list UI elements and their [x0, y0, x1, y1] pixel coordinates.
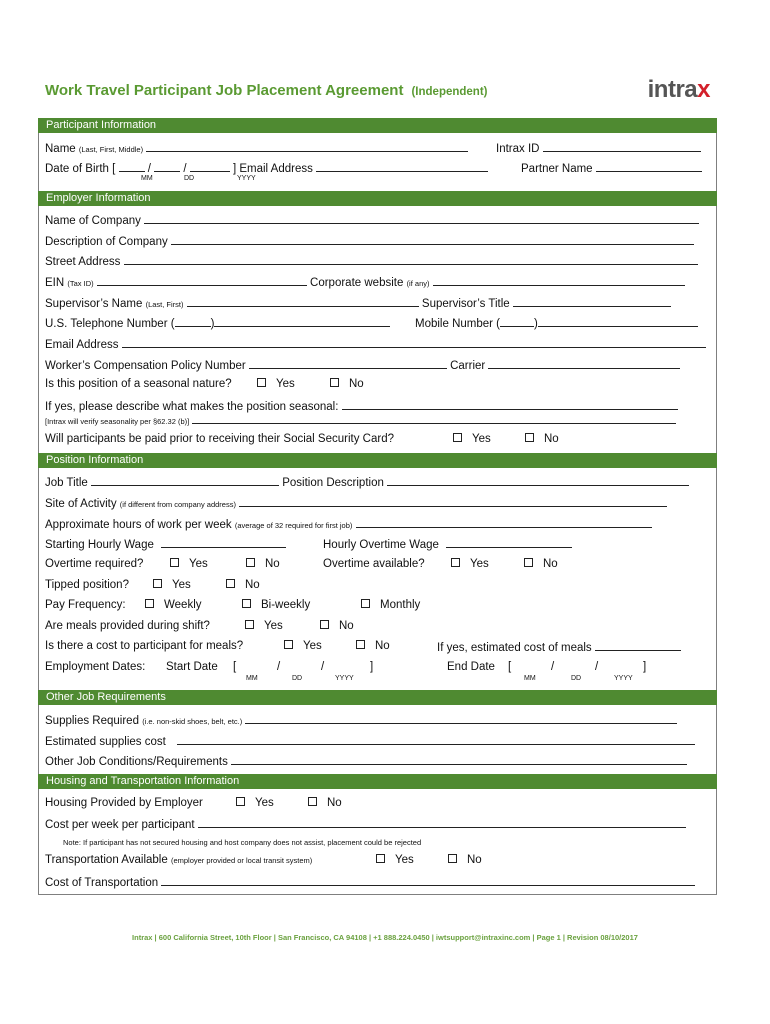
- mobile-row: [415, 315, 698, 331]
- tipped-no[interactable]: [226, 578, 260, 592]
- workers-comp-row: [45, 357, 680, 373]
- hours-row: [45, 516, 652, 533]
- supplies-cost-field[interactable]: [177, 733, 695, 745]
- transport-no-label: No: [467, 854, 482, 866]
- tipped-row: [45, 578, 129, 592]
- overtime-req-yes-checkbox[interactable]: [170, 558, 179, 567]
- tipped-yes-label: Yes: [172, 579, 191, 591]
- overtime-wage-label: Hourly Overtime Wage: [323, 539, 439, 551]
- site-field[interactable]: [239, 495, 667, 507]
- job-desc-label: Position Description: [282, 477, 384, 489]
- meal-cost-no[interactable]: [356, 639, 390, 653]
- seasonal-describe-field[interactable]: [342, 398, 678, 410]
- meals-label: Are meals provided during shift?: [45, 620, 210, 632]
- participant-name-row: [45, 140, 468, 157]
- pay-biweekly-checkbox[interactable]: [242, 599, 251, 608]
- seasonal-no-label: No: [349, 378, 364, 390]
- overtime-avail-no[interactable]: [524, 557, 558, 571]
- housing-provided-label: Housing Provided by Employer: [45, 797, 203, 809]
- overtime-wage-field[interactable]: [446, 536, 572, 548]
- transport-no-checkbox[interactable]: [448, 854, 457, 863]
- pay-weekly-label: Weekly: [164, 599, 202, 611]
- start-slash-1: /: [277, 661, 281, 673]
- ssn-question: Will participants be paid prior to receiving their Social Security Card?: [45, 433, 394, 445]
- pay-frequency-row: [45, 598, 126, 612]
- ssn-yes-checkbox[interactable]: [453, 433, 462, 442]
- overtime-req-no[interactable]: [246, 557, 280, 571]
- wage-field[interactable]: [161, 536, 286, 548]
- tipped-yes-checkbox[interactable]: [153, 579, 162, 588]
- mobile-close: ): [534, 318, 538, 330]
- dob-yyyy: YYYY: [237, 175, 256, 182]
- start-slash-2: /: [321, 661, 325, 673]
- company-desc-row: [45, 233, 694, 249]
- supplies-cost-row: [45, 733, 695, 749]
- overtime-avail-yes-label: Yes: [470, 558, 489, 570]
- company-desc-field[interactable]: [171, 233, 694, 245]
- carrier-field[interactable]: [488, 357, 680, 369]
- meals-yes-checkbox[interactable]: [245, 620, 254, 629]
- meals-yes[interactable]: [245, 619, 283, 633]
- street-row: [45, 253, 698, 269]
- dob-row: [45, 160, 488, 176]
- start-yyyy: YYYY: [335, 675, 354, 682]
- transport-yes[interactable]: [376, 853, 414, 867]
- ssn-no-label: No: [544, 433, 559, 445]
- supervisor-name-field[interactable]: [187, 295, 419, 307]
- overtime-avail-label: Overtime available?: [323, 558, 425, 570]
- transport-yes-checkbox[interactable]: [376, 854, 385, 863]
- seasonal-yes-checkbox[interactable]: [257, 378, 266, 387]
- job-title-label: Job Title: [45, 477, 88, 489]
- overtime-avail-no-checkbox[interactable]: [524, 558, 533, 567]
- seasonal-no[interactable]: [330, 377, 364, 391]
- start-mm: MM: [246, 675, 258, 682]
- end-open-bracket: [: [508, 661, 512, 673]
- housing-note-text: Note: If participant has not secured housing and host company does not assist, placement could be rejected: [63, 838, 422, 847]
- transport-yes-label: Yes: [395, 854, 414, 866]
- seasonal-yes[interactable]: [257, 377, 295, 391]
- housing-yes[interactable]: [236, 796, 274, 810]
- start-open-bracket: [: [233, 661, 237, 673]
- intrax-id-field[interactable]: [543, 140, 701, 152]
- end-date: [447, 660, 495, 674]
- workers-comp-label: Worker’s Compensation Policy Number: [45, 360, 246, 372]
- tipped-yes[interactable]: [153, 578, 191, 592]
- site-hint: (if different from company address): [119, 500, 236, 509]
- end-date-label: End Date: [447, 661, 495, 673]
- meal-cost-yes-label: Yes: [303, 640, 322, 652]
- dob-slash-1: /: [147, 163, 151, 175]
- job-title-field[interactable]: [91, 474, 279, 486]
- supervisor-hint: (Last, First): [145, 300, 184, 309]
- mobile-label: Mobile Number (: [415, 318, 500, 330]
- meal-cost-row: [45, 639, 243, 653]
- tipped-label: Tipped position?: [45, 579, 129, 591]
- meal-cost-est-row: [437, 639, 681, 655]
- ssn-no[interactable]: [525, 432, 559, 446]
- supplies-cost-label: Estimated supplies cost: [45, 736, 166, 748]
- transport-no[interactable]: [448, 853, 482, 867]
- phone-field[interactable]: [214, 315, 390, 327]
- ein-field[interactable]: [97, 274, 307, 286]
- ssn-no-checkbox[interactable]: [525, 433, 534, 442]
- ein-label: EIN: [45, 277, 65, 289]
- seasonal-describe-label: If yes, please describe what makes the position seasonal:: [45, 401, 339, 413]
- pay-monthly-label: Monthly: [380, 599, 421, 611]
- phone-close: ): [210, 318, 215, 330]
- participant-email-field[interactable]: [316, 160, 488, 172]
- section-housing: Housing and Transportation Information: [38, 774, 717, 789]
- meal-cost-no-label: No: [375, 640, 390, 652]
- mobile-field[interactable]: [538, 315, 698, 327]
- pay-biweekly-label: Bi-weekly: [261, 599, 311, 611]
- housing-provided-row: [45, 796, 203, 810]
- participant-email-label: Email Address: [239, 163, 313, 175]
- supplies-hint: (i.e. non-skid shoes, belt, etc.): [142, 717, 243, 726]
- start-date-label: Start Date: [166, 661, 218, 673]
- partner-row: [521, 160, 702, 176]
- tipped-no-label: No: [245, 579, 260, 591]
- ssn-row: [45, 432, 394, 446]
- meals-no-label: No: [339, 620, 354, 632]
- section-employer: Employer Information: [38, 191, 717, 206]
- housing-no[interactable]: [308, 796, 342, 810]
- intrax-logo: [648, 76, 710, 104]
- dob-month-field[interactable]: [119, 160, 145, 172]
- intrax-id-row: [496, 140, 701, 156]
- site-row: [45, 495, 667, 512]
- wage-row: [45, 536, 286, 552]
- overtime-req-yes-label: Yes: [189, 558, 208, 570]
- footer: Intrax | 600 California Street, 10th Floor | San Francisco, CA 94108 | +1 888.224.0450 | iwtsupport@intraxinc.com | Page 1 | Revision 08/10/2017: [132, 933, 638, 942]
- conditions-field[interactable]: [231, 753, 687, 765]
- website-field[interactable]: [433, 274, 685, 286]
- overtime-avail-row: [323, 557, 425, 571]
- transport-cost-field[interactable]: [161, 874, 695, 886]
- employer-email-label: Email Address: [45, 339, 119, 351]
- end-slash-1: /: [551, 661, 555, 673]
- dob-close: ]: [232, 163, 237, 175]
- meals-row: [45, 619, 210, 633]
- seasonal-describe-field-2[interactable]: [192, 415, 676, 424]
- seasonal-yes-label: Yes: [276, 378, 295, 390]
- intrax-id-label: Intrax ID: [496, 143, 540, 155]
- supervisor-title-label: Supervisor’s Title: [421, 298, 510, 310]
- cost-week-row: [45, 816, 686, 832]
- meal-cost-est-label: If yes, estimated cost of meals: [437, 642, 592, 654]
- page-title: [45, 82, 488, 99]
- pay-frequency-label: Pay Frequency:: [45, 599, 126, 611]
- start-close-bracket: ]: [370, 661, 374, 673]
- start-date: [166, 660, 218, 674]
- housing-yes-label: Yes: [255, 797, 274, 809]
- cost-week-field[interactable]: [198, 816, 686, 828]
- transport-cost-label: Cost of Transportation: [45, 877, 159, 889]
- mobile-area-field[interactable]: [500, 315, 534, 327]
- supervisor-row: [45, 295, 671, 312]
- title-text: Work Travel Participant Job Placement Agreement: [45, 82, 404, 99]
- overtime-avail-yes[interactable]: [451, 557, 489, 571]
- seasonal-note: [Intrax will verify seasonality per §62.32 (b)]: [45, 417, 190, 426]
- name-field[interactable]: [146, 140, 468, 152]
- ssn-yes[interactable]: [453, 432, 491, 446]
- seasonal-row: [45, 377, 232, 391]
- wage-label: Starting Hourly Wage: [45, 539, 154, 551]
- end-dd: DD: [571, 675, 582, 682]
- name-label: Name: [45, 143, 76, 155]
- dob-year-field[interactable]: [190, 160, 230, 172]
- meal-cost-no-checkbox[interactable]: [356, 640, 365, 649]
- overtime-req-row: [45, 557, 143, 571]
- end-yyyy: YYYY: [614, 675, 633, 682]
- phone-area-field[interactable]: [175, 315, 211, 327]
- street-label: Street Address: [45, 256, 121, 268]
- supplies-row: [45, 712, 677, 729]
- meal-cost-label: Is there a cost to participant for meals?: [45, 640, 244, 652]
- workers-comp-field[interactable]: [249, 357, 447, 369]
- title-subtitle: (Independent): [411, 86, 488, 98]
- supervisor-name-label: Supervisor’s Name: [45, 298, 143, 310]
- transport-row: [45, 853, 312, 868]
- pay-weekly-checkbox[interactable]: [145, 599, 154, 608]
- pay-monthly[interactable]: [361, 598, 420, 612]
- meal-cost-yes[interactable]: [284, 639, 322, 653]
- seasonal-question: Is this position of a seasonal nature?: [45, 378, 232, 390]
- housing-no-checkbox[interactable]: [308, 797, 317, 806]
- street-field[interactable]: [124, 253, 698, 265]
- partner-field[interactable]: [596, 160, 702, 172]
- meals-no-checkbox[interactable]: [320, 620, 329, 629]
- employer-email-field[interactable]: [122, 336, 706, 348]
- phone-label: U.S. Telephone Number (: [45, 318, 175, 330]
- company-name-row: [45, 212, 699, 228]
- overtime-avail-no-label: No: [543, 558, 558, 570]
- dob-label: Date of Birth [: [45, 163, 116, 175]
- job-desc-field[interactable]: [387, 474, 689, 486]
- phone-row: [45, 315, 390, 331]
- logo-text: intra: [647, 76, 698, 103]
- hours-field[interactable]: [356, 516, 652, 528]
- seasonal-describe-row: [45, 398, 678, 414]
- meal-cost-est-field[interactable]: [595, 639, 681, 651]
- employment-dates-label: Employment Dates:: [45, 661, 146, 673]
- name-hint: (Last, First, Middle): [78, 145, 144, 154]
- section-other: Other Job Requirements: [38, 690, 717, 705]
- logo-x: x: [697, 76, 710, 103]
- company-name-field[interactable]: [144, 212, 699, 224]
- overtime-req-no-checkbox[interactable]: [246, 558, 255, 567]
- employer-email-row: [45, 336, 706, 352]
- ein-row: [45, 274, 685, 291]
- conditions-label: Other Job Conditions/Requirements: [45, 756, 228, 768]
- pay-monthly-checkbox[interactable]: [361, 599, 370, 608]
- housing-no-label: No: [327, 797, 342, 809]
- meal-cost-yes-checkbox[interactable]: [284, 640, 293, 649]
- conditions-row: [45, 753, 687, 769]
- ssn-yes-label: Yes: [472, 433, 491, 445]
- transport-cost-row: [45, 874, 695, 890]
- housing-note: [63, 835, 421, 850]
- transport-hint: (employer provided or local transit system): [170, 856, 313, 865]
- job-title-row: [45, 474, 689, 490]
- ein-hint: (Tax ID): [67, 279, 94, 288]
- dob-day-field[interactable]: [154, 160, 180, 172]
- supplies-label: Supplies Required: [45, 715, 139, 727]
- website-label: Corporate website: [310, 277, 404, 289]
- pay-weekly[interactable]: [145, 598, 202, 612]
- site-label: Site of Activity: [45, 498, 117, 510]
- overtime-req-label: Overtime required?: [45, 558, 144, 570]
- supervisor-title-field[interactable]: [513, 295, 671, 307]
- overtime-avail-yes-checkbox[interactable]: [451, 558, 460, 567]
- overtime-wage-row: [323, 536, 572, 552]
- hours-label: Approximate hours of work per week: [45, 519, 232, 531]
- overtime-req-yes[interactable]: [170, 557, 208, 571]
- hours-hint: (average of 32 required for first job): [234, 521, 353, 530]
- end-close-bracket: ]: [643, 661, 647, 673]
- meals-no[interactable]: [320, 619, 354, 633]
- partner-label: Partner Name: [521, 163, 593, 175]
- seasonal-note-row: [45, 414, 676, 429]
- company-name-label: Name of Company: [45, 215, 141, 227]
- carrier-label: Carrier: [450, 360, 486, 372]
- end-mm: MM: [524, 675, 536, 682]
- dob-dd: DD: [184, 175, 195, 182]
- section-position: Position Information: [38, 453, 717, 468]
- company-desc-label: Description of Company: [45, 236, 168, 248]
- seasonal-no-checkbox[interactable]: [330, 378, 339, 387]
- employment-dates-row: [45, 660, 145, 674]
- dob-slash-2: /: [183, 163, 187, 175]
- start-dd: DD: [292, 675, 303, 682]
- website-hint: (if any): [406, 279, 430, 288]
- cost-week-label: Cost per week per participant: [45, 819, 195, 831]
- tipped-no-checkbox[interactable]: [226, 579, 235, 588]
- supplies-field[interactable]: [245, 712, 677, 724]
- meals-yes-label: Yes: [264, 620, 283, 632]
- section-participant: Participant Information: [38, 118, 717, 133]
- housing-yes-checkbox[interactable]: [236, 797, 245, 806]
- pay-biweekly[interactable]: [242, 598, 310, 612]
- overtime-req-no-label: No: [265, 558, 280, 570]
- end-slash-2: /: [595, 661, 599, 673]
- transport-label: Transportation Available: [45, 854, 168, 866]
- dob-mm: MM: [141, 175, 153, 182]
